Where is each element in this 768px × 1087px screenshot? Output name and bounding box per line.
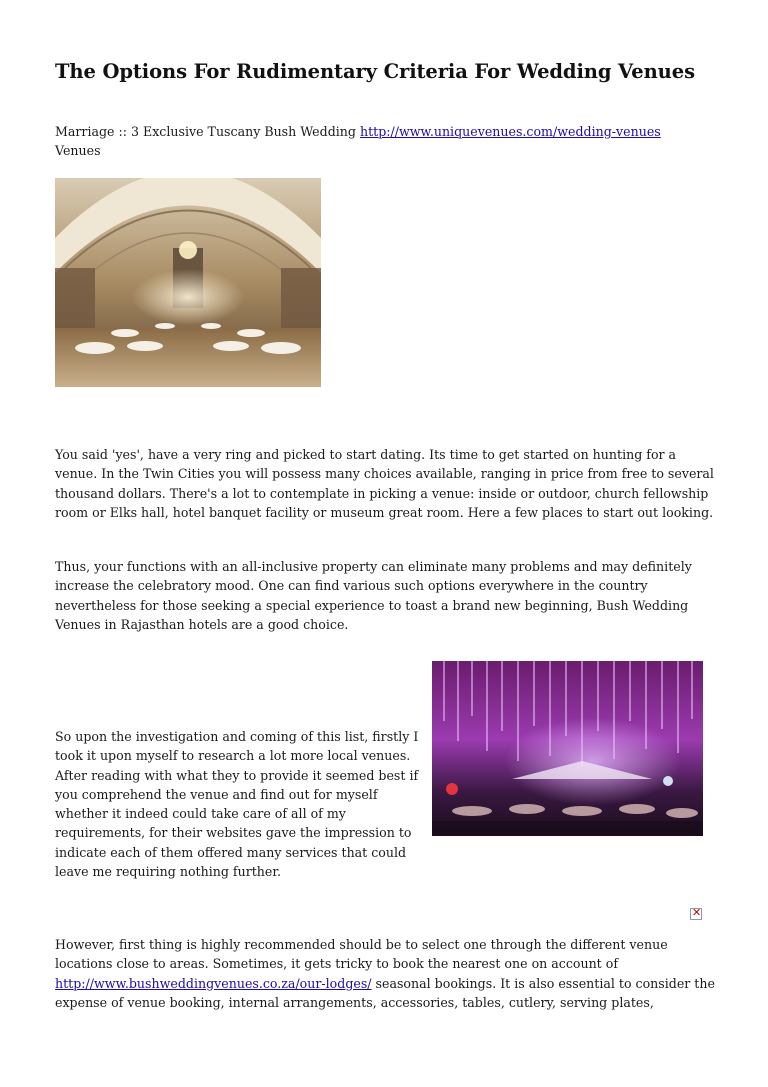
intro-line <box>55 122 715 161</box>
paragraph-4-tail: seasonal bookings. It is also essential to consider the expense of venue booking, internal arrangements, accessories, tables, cutlery, serving plates, <box>55 975 715 1010</box>
paragraph-4-text: However, first thing is highly recommended should be to select one through the different venue locations close to areas. Sometimes, it gets tricky to book the nearest one on account of <box>55 937 668 972</box>
intro-tail: Venues <box>55 143 101 159</box>
paragraph-1: You said 'yes', have a very ring and picked to start dating. Its time to get started on hunting for a venue. In the Twin Cities you will possess many choices available, ranging in price from free to several thousand dollars. There's a lot to contemplate in picking a venue: inside or outdoor, church fellowship room or Elks hall, hotel banquet facility or museum great room. Here a few places to start out looking. <box>55 447 714 520</box>
event-venue-photo <box>432 661 703 836</box>
banquet-hall-photo <box>55 178 321 387</box>
venues-link[interactable]: http://www.uniquevenues.com/wedding-venues <box>359 124 661 139</box>
lodges-link[interactable]: http://www.bushweddingvenues.co.za/our-lodges/ <box>55 975 372 991</box>
paragraph-4 <box>55 935 715 1012</box>
paragraph-2: Thus, your functions with an all-inclusive property can eliminate many problems and may definitely increase the celebratory mood. One can find various such options everywhere in the country nevertheless for those seeking a special experience to toast a brand new beginning, Bush Wedding Venues in Rajasthan hotels are a good choice. <box>55 559 692 632</box>
broken-image-icon: ✕ <box>692 906 702 919</box>
paragraph-3: So upon the investigation and coming of this list, firstly I took it upon myself to research a lot more local venues. After reading with what they to provide it seemed best if you comprehend the venue and find out for myself whether it indeed could take care of all of my requirements, for their websites gave the impression to indicate each of them offered many services that could leave me requiring nothing further. <box>55 729 419 880</box>
page-title: The Options For Rudimentary Criteria For Wedding Venues <box>55 60 695 83</box>
intro-text: Marriage :: 3 Exclusive Tuscany Bush Wedding <box>55 124 360 139</box>
